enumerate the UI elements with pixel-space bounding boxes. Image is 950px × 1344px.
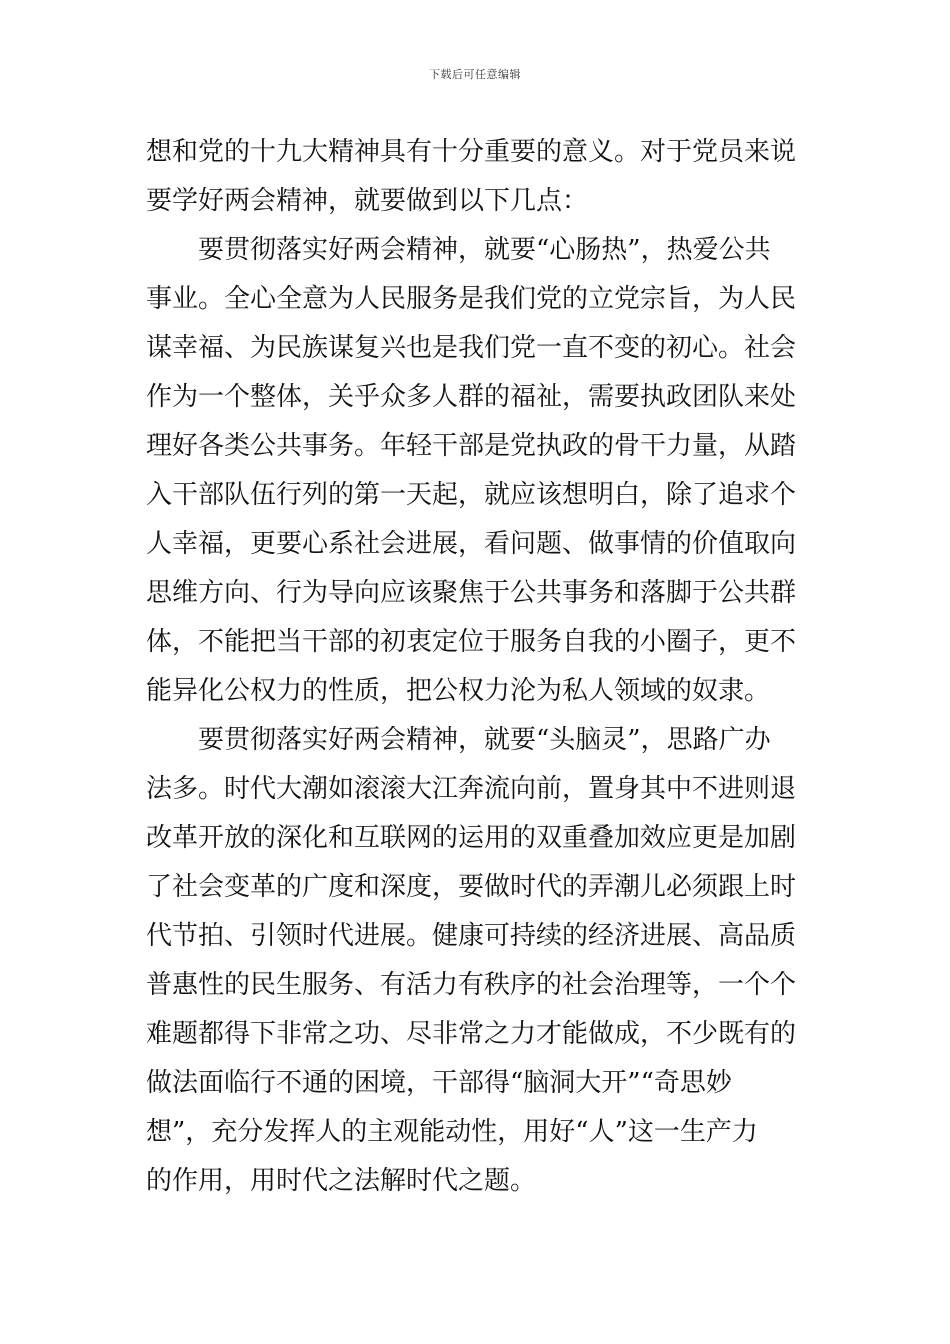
- text-line: 人幸福，更要心系社会进展，看问题、做事情的价值取向: [146, 529, 797, 559]
- text-line: 理好各类公共事务。年轻干部是党执政的骨干力量，从踏: [146, 431, 797, 461]
- text-line: 普惠性的民生服务、有活力有秩序的社会治理等，一个个: [146, 970, 797, 1000]
- document-body: [146, 128, 806, 1206]
- text-line: 事业。全心全意为人民服务是我们党的立党宗旨，为人民: [146, 284, 797, 314]
- text-line: 了社会变革的广度和深度，要做时代的弄潮儿必须跟上时: [146, 872, 797, 902]
- text-line: 改革开放的深化和互联网的运用的双重叠加效应更是加剧: [146, 823, 797, 853]
- text-line: 谋幸福、为民族谋复兴也是我们党一直不变的初心。社会: [146, 333, 797, 363]
- text-line: 思维方向、行为导向应该聚焦于公共事务和落脚于公共群: [146, 578, 797, 608]
- text-line: 做法面临行不通的困境，干部得“脑洞大开”“奇思妙: [146, 1068, 732, 1098]
- paragraph-start-line: 要贯彻落实好两会精神，就要“心肠热”，热爱公共: [198, 235, 771, 265]
- text-line: 想和党的十九大精神具有十分重要的意义。对于党员来说: [146, 137, 797, 167]
- text-line: 法多。时代大潮如滚滚大江奔流向前，置身其中不进则退: [146, 774, 797, 804]
- text-line: 作为一个整体，关乎众多人群的福祉，需要执政团队来处: [146, 382, 797, 412]
- text-line: 的作用，用时代之法解时代之题。: [146, 1166, 537, 1196]
- paragraph-start-line: 要贯彻落实好两会精神，就要“头脑灵”，思路广办: [198, 725, 771, 755]
- text-line: 代节拍、引领时代进展。健康可持续的经济进展、高品质: [146, 921, 797, 951]
- text-line: 能异化公权力的性质，把公权力沦为私人领域的奴隶。: [146, 676, 771, 706]
- text-line: 体，不能把当干部的初衷定位于服务自我的小圈子，更不: [146, 627, 797, 657]
- text-line: 难题都得下非常之功、尽非常之力才能做成，不少既有的: [146, 1019, 797, 1049]
- text-line: 想”，充分发挥人的主观能动性，用好“人”这一生产力: [146, 1117, 758, 1147]
- page-header: 下载后可任意编辑: [429, 68, 521, 81]
- text-line: 入干部队伍行列的第一天起，就应该想明白，除了追求个: [146, 480, 797, 510]
- text-line: 要学好两会精神，就要做到以下几点：: [146, 186, 589, 216]
